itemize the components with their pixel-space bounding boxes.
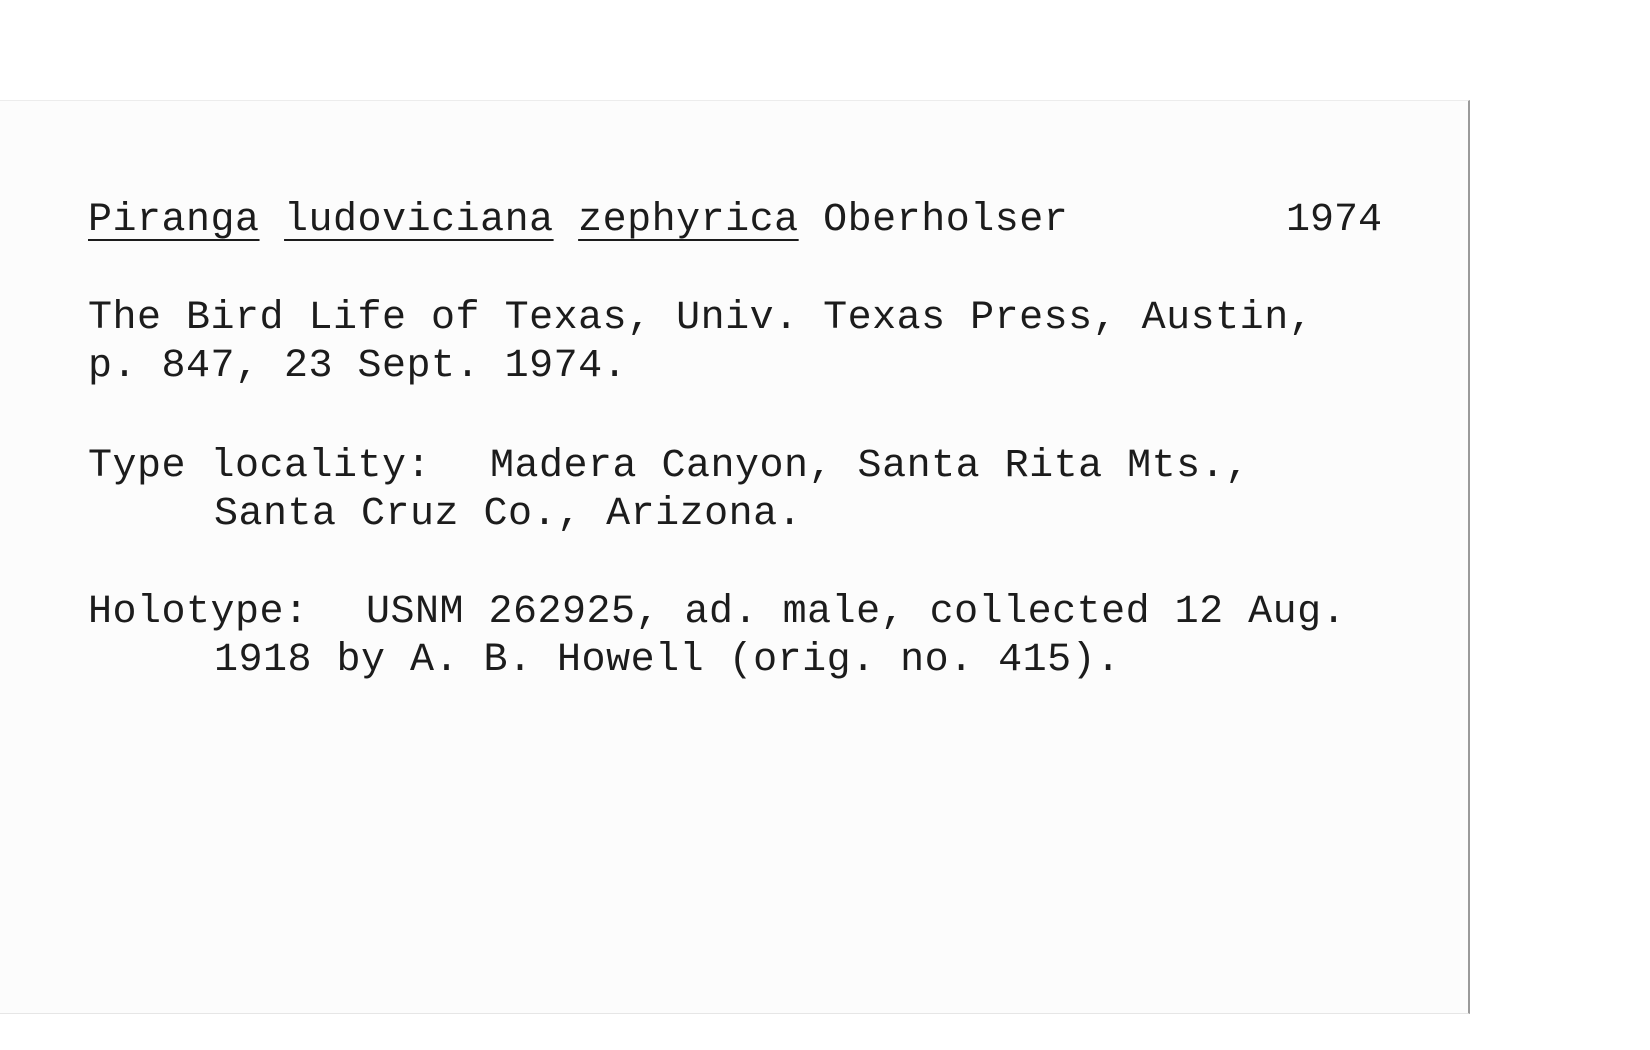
catalog-card (0, 100, 1470, 1014)
genus-name: Piranga (88, 198, 260, 243)
citation-line-2: p. 847, 23 Sept. 1974. (88, 344, 628, 389)
subspecies-name: zephyrica (578, 198, 799, 243)
type-locality-label: Type locality: (88, 444, 432, 489)
type-locality-line-1: Madera Canyon, Santa Rita Mts., (490, 444, 1250, 489)
holotype-label: Holotype: (88, 590, 309, 635)
type-locality-line-2: Santa Cruz Co., Arizona. (214, 492, 803, 537)
card-year: 1974 (1286, 198, 1383, 243)
taxon-name (88, 198, 1069, 243)
holotype-line-2: 1918 by A. B. Howell (orig. no. 415). (214, 638, 1121, 683)
holotype-line-1: USNM 262925, ad. male, collected 12 Aug. (366, 590, 1347, 635)
author-name: Oberholser (823, 198, 1069, 243)
species-name: ludoviciana (284, 198, 554, 243)
citation-line-1: The Bird Life of Texas, Univ. Texas Press, Austin, (88, 296, 1314, 341)
